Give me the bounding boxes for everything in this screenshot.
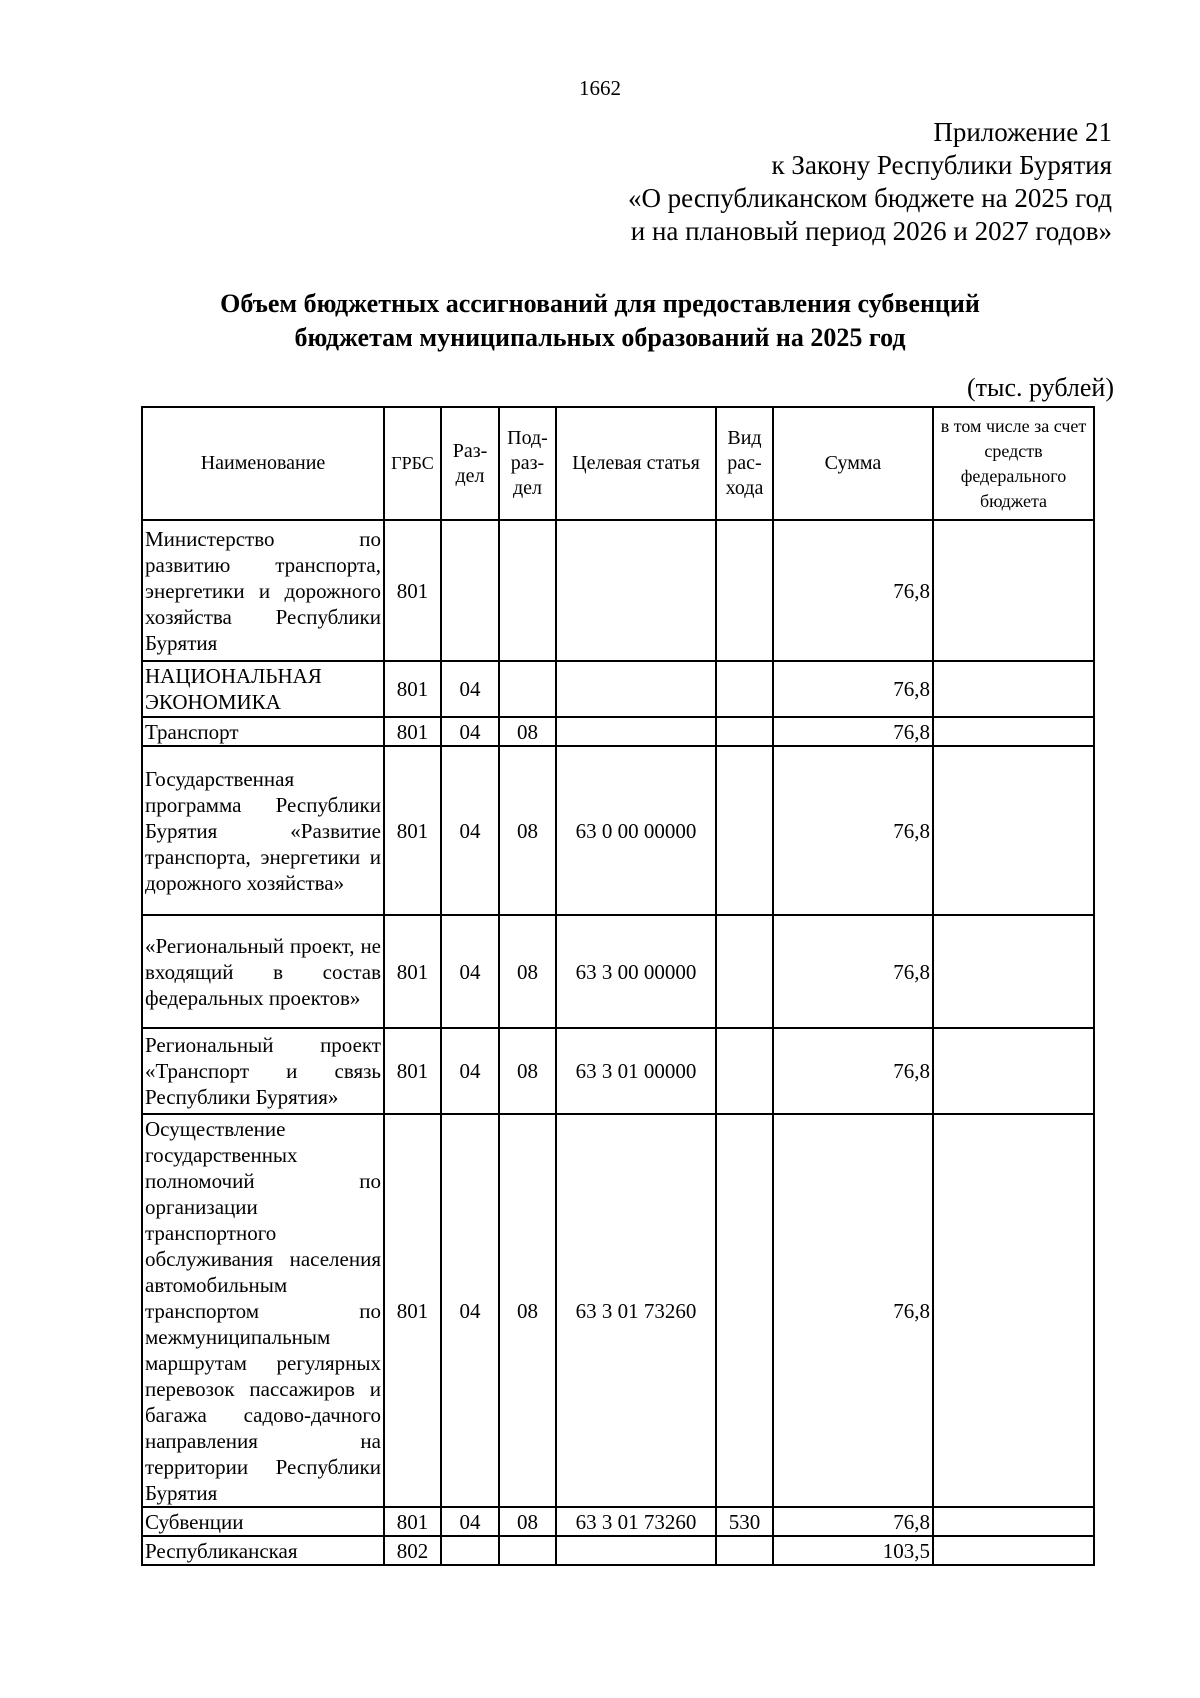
row-federal — [933, 1028, 1094, 1114]
row-podrazdel — [499, 661, 556, 717]
row-name: Транспорт — [142, 717, 384, 746]
row-grbs: 801 — [384, 520, 441, 661]
row-summa: 76,8 — [773, 915, 933, 1028]
row-grbs: 802 — [384, 1536, 441, 1565]
title-line: Объем бюджетных ассигнований для предоставления субвенций — [220, 289, 980, 318]
table-row — [142, 915, 1094, 1028]
row-federal — [933, 1114, 1094, 1507]
table-row — [142, 1536, 1094, 1565]
table-row — [142, 1028, 1094, 1114]
budget-table — [141, 406, 1095, 1566]
row-vid: 530 — [716, 1507, 773, 1536]
appendix-line: и на плановый период 2026 и 2027 годов» — [630, 216, 1112, 246]
row-grbs: 801 — [384, 661, 441, 717]
row-razdel: 04 — [441, 717, 499, 746]
row-summa: 76,8 — [773, 1507, 933, 1536]
row-celevaya: 63 3 01 73260 — [556, 1114, 716, 1507]
row-podrazdel: 08 — [499, 1028, 556, 1114]
row-razdel: 04 — [441, 915, 499, 1028]
row-summa: 103,5 — [773, 1536, 933, 1565]
row-federal — [933, 661, 1094, 717]
row-celevaya: 63 3 01 73260 — [556, 1507, 716, 1536]
row-podrazdel — [499, 1536, 556, 1565]
row-celevaya — [556, 717, 716, 746]
row-vid — [716, 1114, 773, 1507]
header-summa: Сумма — [773, 407, 933, 520]
row-summa: 76,8 — [773, 520, 933, 661]
table-row — [142, 1114, 1094, 1507]
row-celevaya: 63 3 01 00000 — [556, 1028, 716, 1114]
row-name: НАЦИОНАЛЬНАЯ ЭКОНОМИКА — [142, 661, 384, 717]
row-podrazdel: 08 — [499, 1507, 556, 1536]
row-razdel: 04 — [441, 1028, 499, 1114]
row-celevaya: 63 3 00 00000 — [556, 915, 716, 1028]
row-summa: 76,8 — [773, 661, 933, 717]
header-razdel: Раз-дел — [441, 407, 499, 520]
row-federal — [933, 746, 1094, 915]
row-vid — [716, 915, 773, 1028]
page-number: 1662 — [579, 76, 621, 100]
row-summa: 76,8 — [773, 1028, 933, 1114]
row-federal — [933, 1507, 1094, 1536]
header-federal: в том числе за счет средств федерального бюджета — [933, 407, 1094, 520]
header-podrazdel: Под-раз-дел — [499, 407, 556, 520]
table-row — [142, 1507, 1094, 1536]
header-grbs: ГРБС — [384, 407, 441, 520]
row-federal — [933, 717, 1094, 746]
row-razdel: 04 — [441, 661, 499, 717]
appendix-line: Приложение 21 — [933, 117, 1112, 147]
row-grbs: 801 — [384, 717, 441, 746]
row-grbs: 801 — [384, 746, 441, 915]
header-celevaya-statya: Целевая статья — [556, 407, 716, 520]
row-celevaya — [556, 1536, 716, 1565]
row-razdel — [441, 1536, 499, 1565]
row-summa: 76,8 — [773, 746, 933, 915]
table-row — [142, 520, 1094, 661]
row-grbs: 801 — [384, 1114, 441, 1507]
row-podrazdel: 08 — [499, 717, 556, 746]
row-celevaya — [556, 661, 716, 717]
row-vid — [716, 1028, 773, 1114]
row-name: Субвенции — [142, 1507, 384, 1536]
row-vid — [716, 661, 773, 717]
row-name: «Региональный проект, не входящий в состав федеральных проектов» — [142, 915, 384, 1028]
appendix-line: к Закону Республики Бурятия — [771, 150, 1112, 180]
header-vid-rashoda: Вид рас-хода — [716, 407, 773, 520]
row-razdel — [441, 520, 499, 661]
title-line: бюджетам муниципальных образований на 2025 год — [294, 323, 906, 352]
row-podrazdel: 08 — [499, 746, 556, 915]
row-celevaya — [556, 520, 716, 661]
row-grbs: 801 — [384, 1507, 441, 1536]
row-grbs: 801 — [384, 1028, 441, 1114]
row-podrazdel: 08 — [499, 1114, 556, 1507]
appendix-line: «О республиканском бюджете на 2025 год — [627, 183, 1112, 213]
row-grbs: 801 — [384, 915, 441, 1028]
row-razdel: 04 — [441, 1507, 499, 1536]
row-federal — [933, 1536, 1094, 1565]
table-row — [142, 717, 1094, 746]
document-title — [120, 287, 1080, 355]
row-federal — [933, 915, 1094, 1028]
row-celevaya: 63 0 00 00000 — [556, 746, 716, 915]
table-row — [142, 661, 1094, 717]
row-vid — [716, 717, 773, 746]
row-name: Министерство по развитию транспорта, энергетики и дорожного хозяйства Республики Бурятия — [142, 520, 384, 661]
row-podrazdel — [499, 520, 556, 661]
row-name: Осуществление государственных полномочий по организации транспортного обслуживания населения автомобильным транспортом по межмуниципальным маршрутам регулярных перевозок пассажиров и багажа садово-дачного направления на территории Республики Бурятия — [142, 1114, 384, 1507]
row-vid — [716, 520, 773, 661]
row-vid — [716, 1536, 773, 1565]
row-name: Государственная программа Республики Бурятия «Развитие транспорта, энергетики и дорожного хозяйства» — [142, 746, 384, 915]
row-razdel: 04 — [441, 746, 499, 915]
appendix-reference — [628, 116, 1112, 248]
table-header-row — [142, 407, 1094, 520]
row-federal — [933, 520, 1094, 661]
row-razdel: 04 — [441, 1114, 499, 1507]
row-vid — [716, 746, 773, 915]
row-summa: 76,8 — [773, 717, 933, 746]
row-name: Республиканская — [142, 1536, 384, 1565]
row-podrazdel: 08 — [499, 915, 556, 1028]
row-summa: 76,8 — [773, 1114, 933, 1507]
table-row — [142, 746, 1094, 915]
units-label: (тыс. рублей) — [966, 373, 1114, 402]
row-name: Региональный проект «Транспорт и связь Республики Бурятия» — [142, 1028, 384, 1114]
header-name: Наименование — [142, 407, 384, 520]
